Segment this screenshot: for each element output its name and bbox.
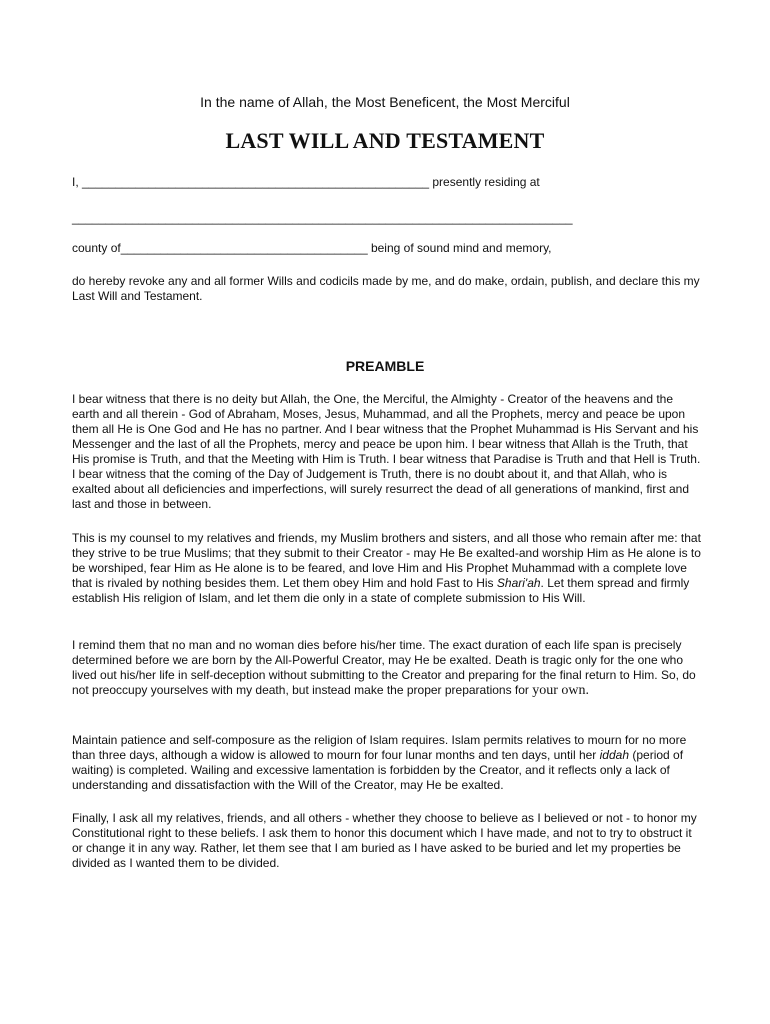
patience-paragraph <box>72 733 702 793</box>
patience-text-rest: (period of waiting) is completed. Wailing and excessive lamentation is forbidden by the Creator, and it reflects only a lack of understanding and dissatisfaction with the Will of the Creator, may He be exalted. <box>72 748 684 792</box>
address-blank-line: ___________________________________________________________________________ <box>72 211 573 225</box>
reminder-tail: your own. <box>532 683 590 698</box>
final-request-paragraph: Finally, I ask all my relatives, friends, and all others - whether they choose to believe as I believed or not - to honor my Constitutional right to these beliefs. I ask them to honor this document which I have made, and not to try to obstruct it or change it in any way. Rather, let them see that I am buried as I have asked to be buried and let my properties be divided as I wanted them to be divided. <box>72 811 697 870</box>
counsel-text-rest: . Let them spread and firmly establish His religion of Islam, and let them die only in a state of complete submission to His Will. <box>72 576 690 605</box>
counsel-text: This is my counsel to my relatives and friends, my Muslim brothers and sisters, and all those who remain after me: that they strive to be true Muslims; that they submit to their Creator - may He Be exalted-and worship Him as He alone is to be worshiped, fear Him as He alone is to be feared, and love Him and His Prophet Muhammad with a complete love that is rivaled by nothing besides them. Let them obey Him and hold Fast to His <box>72 531 701 590</box>
revocation-paragraph: do hereby revoke any and all former Wills and codicils made by me, and do make, ordain, publish, and declare this my Last Will and Testament. <box>72 274 700 303</box>
patience-text: Maintain patience and self-composure as the religion of Islam requires. Islam permits relatives to mourn for no more than three days, although a widow is allowed to mourn for four lunar months and ten days, until her <box>72 733 687 762</box>
shariah-term: Shari'ah <box>496 576 541 590</box>
county-line: county of_____________________________________ being of sound mind and memory, <box>72 241 552 255</box>
reminder-paragraph <box>72 638 702 698</box>
witness-paragraph: I bear witness that there is no deity but Allah, the One, the Merciful, the Almighty - Creator of the heavens and the earth and all therein - God of Abraham, Moses, Jesus, Muhammad, and all the Prophets, mercy and peace be upon them all He is One God and He has no partner. And I bear witness that the Prophet Muhammad is His Servant and his Messenger and the last of all the Prophets, mercy and peace be upon him. I bear witness that Allah is the Truth, that His promise is Truth, and that the Meeting with Him is Truth. I bear witness that Paradise is Truth and that Hell is Truth. I bear witness that the coming of the Day of Judgement is Truth, there is no doubt about it, and that Allah, who is exalted about all deficiencies and imperfections, will surely resurrect the dead of all generations of mankind, first and last and those in between. <box>72 392 701 511</box>
basmala-line: In the name of Allah, the Most Beneficent, the Most Merciful <box>200 94 570 110</box>
document-title: LAST WILL AND TESTAMENT <box>225 128 545 153</box>
reminder-text: I remind them that no man and no woman dies before his/her time. The exact duration of each life span is precisely determined before we are born by the All-Powerful Creator, may He be exalted. Death is tragic only for the one who lived out his/her life in self-deception without submitting to the Creator and preparing for the final return to Him. So, do not preoccupy yourselves with my death, but instead make the proper preparations for <box>72 638 696 697</box>
preamble-heading: PREAMBLE <box>345 358 425 374</box>
iddah-term: iddah <box>599 748 630 762</box>
counsel-paragraph <box>72 531 702 606</box>
name-residence-line: I, ____________________________________________________ presently residing at <box>72 175 540 189</box>
